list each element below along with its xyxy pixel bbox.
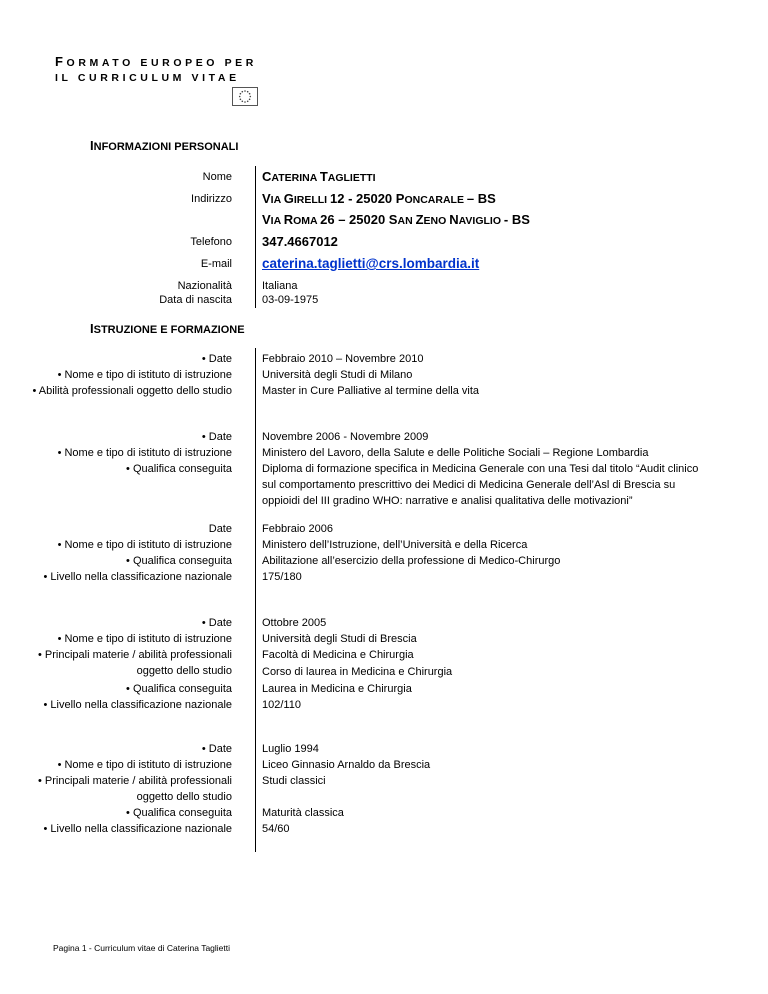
- edu5-label-subjects: • Principali materie / abilità professionali oggetto dello studio: [38, 775, 232, 803]
- education-divider: [255, 348, 256, 852]
- edu3-label-date: Date: [208, 523, 232, 535]
- edu4-label-date: • Date: [201, 617, 232, 629]
- edu1-date: Febbraio 2010 – Novembre 2010: [262, 353, 424, 365]
- edu3-institution: Ministero dell’Istruzione, dell’Università e della Ricerca: [262, 539, 528, 551]
- value-phone: 347.4667012: [262, 234, 338, 249]
- edu2-label-date: • Date: [201, 431, 232, 443]
- label-name: Nome: [202, 171, 232, 183]
- page-footer: Pagina 1 - Curriculum vitae di Caterina Taglietti: [53, 943, 231, 953]
- edu3-label-qualification: • Qualifica conseguita: [126, 555, 232, 567]
- edu5-qualification: Maturità classica: [262, 807, 344, 819]
- edu3-level: 175/180: [262, 571, 302, 583]
- cv-title-line-2: IL CURRICULUM VITAE: [55, 72, 240, 84]
- edu4-label-level: • Livello nella classificazione nazionale: [43, 699, 232, 711]
- edu5-label-level: • Livello nella classificazione nazionale: [43, 823, 232, 835]
- edu3-date: Febbraio 2006: [262, 523, 333, 535]
- value-nationality: Italiana: [262, 280, 298, 292]
- value-address-2: VIA ROMA 26 – 25020 SAN ZENO NAVIGLIO - BS: [262, 212, 530, 227]
- edu5-subjects: Studi classici: [262, 775, 326, 787]
- label-email: E-mail: [200, 258, 232, 270]
- cv-title-line-1: FORMATO EUROPEO PER: [55, 54, 257, 69]
- value-address-1: VIA GIRELLI 12 - 25020 PONCARALE – BS: [262, 191, 496, 206]
- label-phone: Telefono: [190, 236, 232, 248]
- eu-flag-icon: [232, 87, 258, 106]
- edu5-institution: Liceo Ginnasio Arnaldo da Brescia: [262, 759, 431, 771]
- label-nationality: Nazionalità: [177, 280, 232, 292]
- edu2-qualification: Diploma di formazione specifica in Medicina Generale con una Tesi dal titolo “Audit clinico sul comportamento prescrittivo dei Medici di Medicina Generale dell’Asl di Brescia su oppioidi del III gradino WHO: narrative e analisi qualitativa delle motivazioni”: [262, 463, 699, 507]
- edu2-label-institution: • Nome e tipo di istituto di istruzione: [57, 447, 232, 459]
- edu3-label-institution: • Nome e tipo di istituto di istruzione: [57, 539, 232, 551]
- edu4-level: 102/110: [262, 699, 301, 711]
- edu5-label-qualification: • Qualifica conseguita: [126, 807, 232, 819]
- edu5-label-institution: • Nome e tipo di istituto di istruzione: [57, 759, 232, 771]
- edu1-skills: Master in Cure Palliative al termine della vita: [262, 385, 480, 397]
- edu4-course: Corso di laurea in Medicina e Chirurgia: [262, 666, 453, 678]
- edu1-label-date: • Date: [201, 353, 232, 365]
- edu3-qualification: Abilitazione all’esercizio della professione di Medico-Chirurgo: [262, 555, 561, 567]
- value-name: CATERINA TAGLIETTI: [262, 169, 376, 184]
- edu4-institution: Università degli Studi di Brescia: [262, 633, 417, 645]
- edu4-label-institution: • Nome e tipo di istituto di istruzione: [57, 633, 232, 645]
- personal-divider: [255, 166, 256, 308]
- edu2-institution: Ministero del Lavoro, della Salute e delle Politiche Sociali – Regione Lombardia: [262, 447, 649, 459]
- edu1-label-skills: • Abilità professionali oggetto dello studio: [32, 385, 232, 397]
- edu2-date: Novembre 2006 - Novembre 2009: [262, 431, 429, 443]
- edu4-label-qualification: • Qualifica conseguita: [126, 683, 232, 695]
- edu5-date: Luglio 1994: [262, 743, 319, 755]
- section-title-personal: INFORMAZIONI PERSONALI: [90, 138, 239, 153]
- edu4-qualification: Laurea in Medicina e Chirurgia: [262, 683, 412, 695]
- edu3-label-level: • Livello nella classificazione nazionale: [43, 571, 232, 583]
- edu1-institution: Università degli Studi di Milano: [262, 369, 413, 381]
- label-address: Indirizzo: [191, 193, 232, 205]
- edu4-faculty: Facoltà di Medicina e Chirurgia: [262, 649, 414, 661]
- edu5-level: 54/60: [262, 823, 290, 835]
- edu4-label-subjects: • Principali materie / abilità professionali oggetto dello studio: [38, 649, 232, 677]
- label-birthdate: Data di nascita: [159, 294, 232, 306]
- value-birthdate: 03-09-1975: [262, 294, 319, 306]
- edu2-label-qualification: • Qualifica conseguita: [126, 463, 232, 475]
- section-title-education: ISTRUZIONE E FORMAZIONE: [90, 321, 245, 336]
- edu1-label-institution: • Nome e tipo di istituto di istruzione: [57, 369, 232, 381]
- edu5-label-date: • Date: [201, 743, 232, 755]
- edu4-date: Ottobre 2005: [262, 617, 327, 629]
- email-link[interactable]: caterina.taglietti@crs.lombardia.it: [262, 256, 480, 271]
